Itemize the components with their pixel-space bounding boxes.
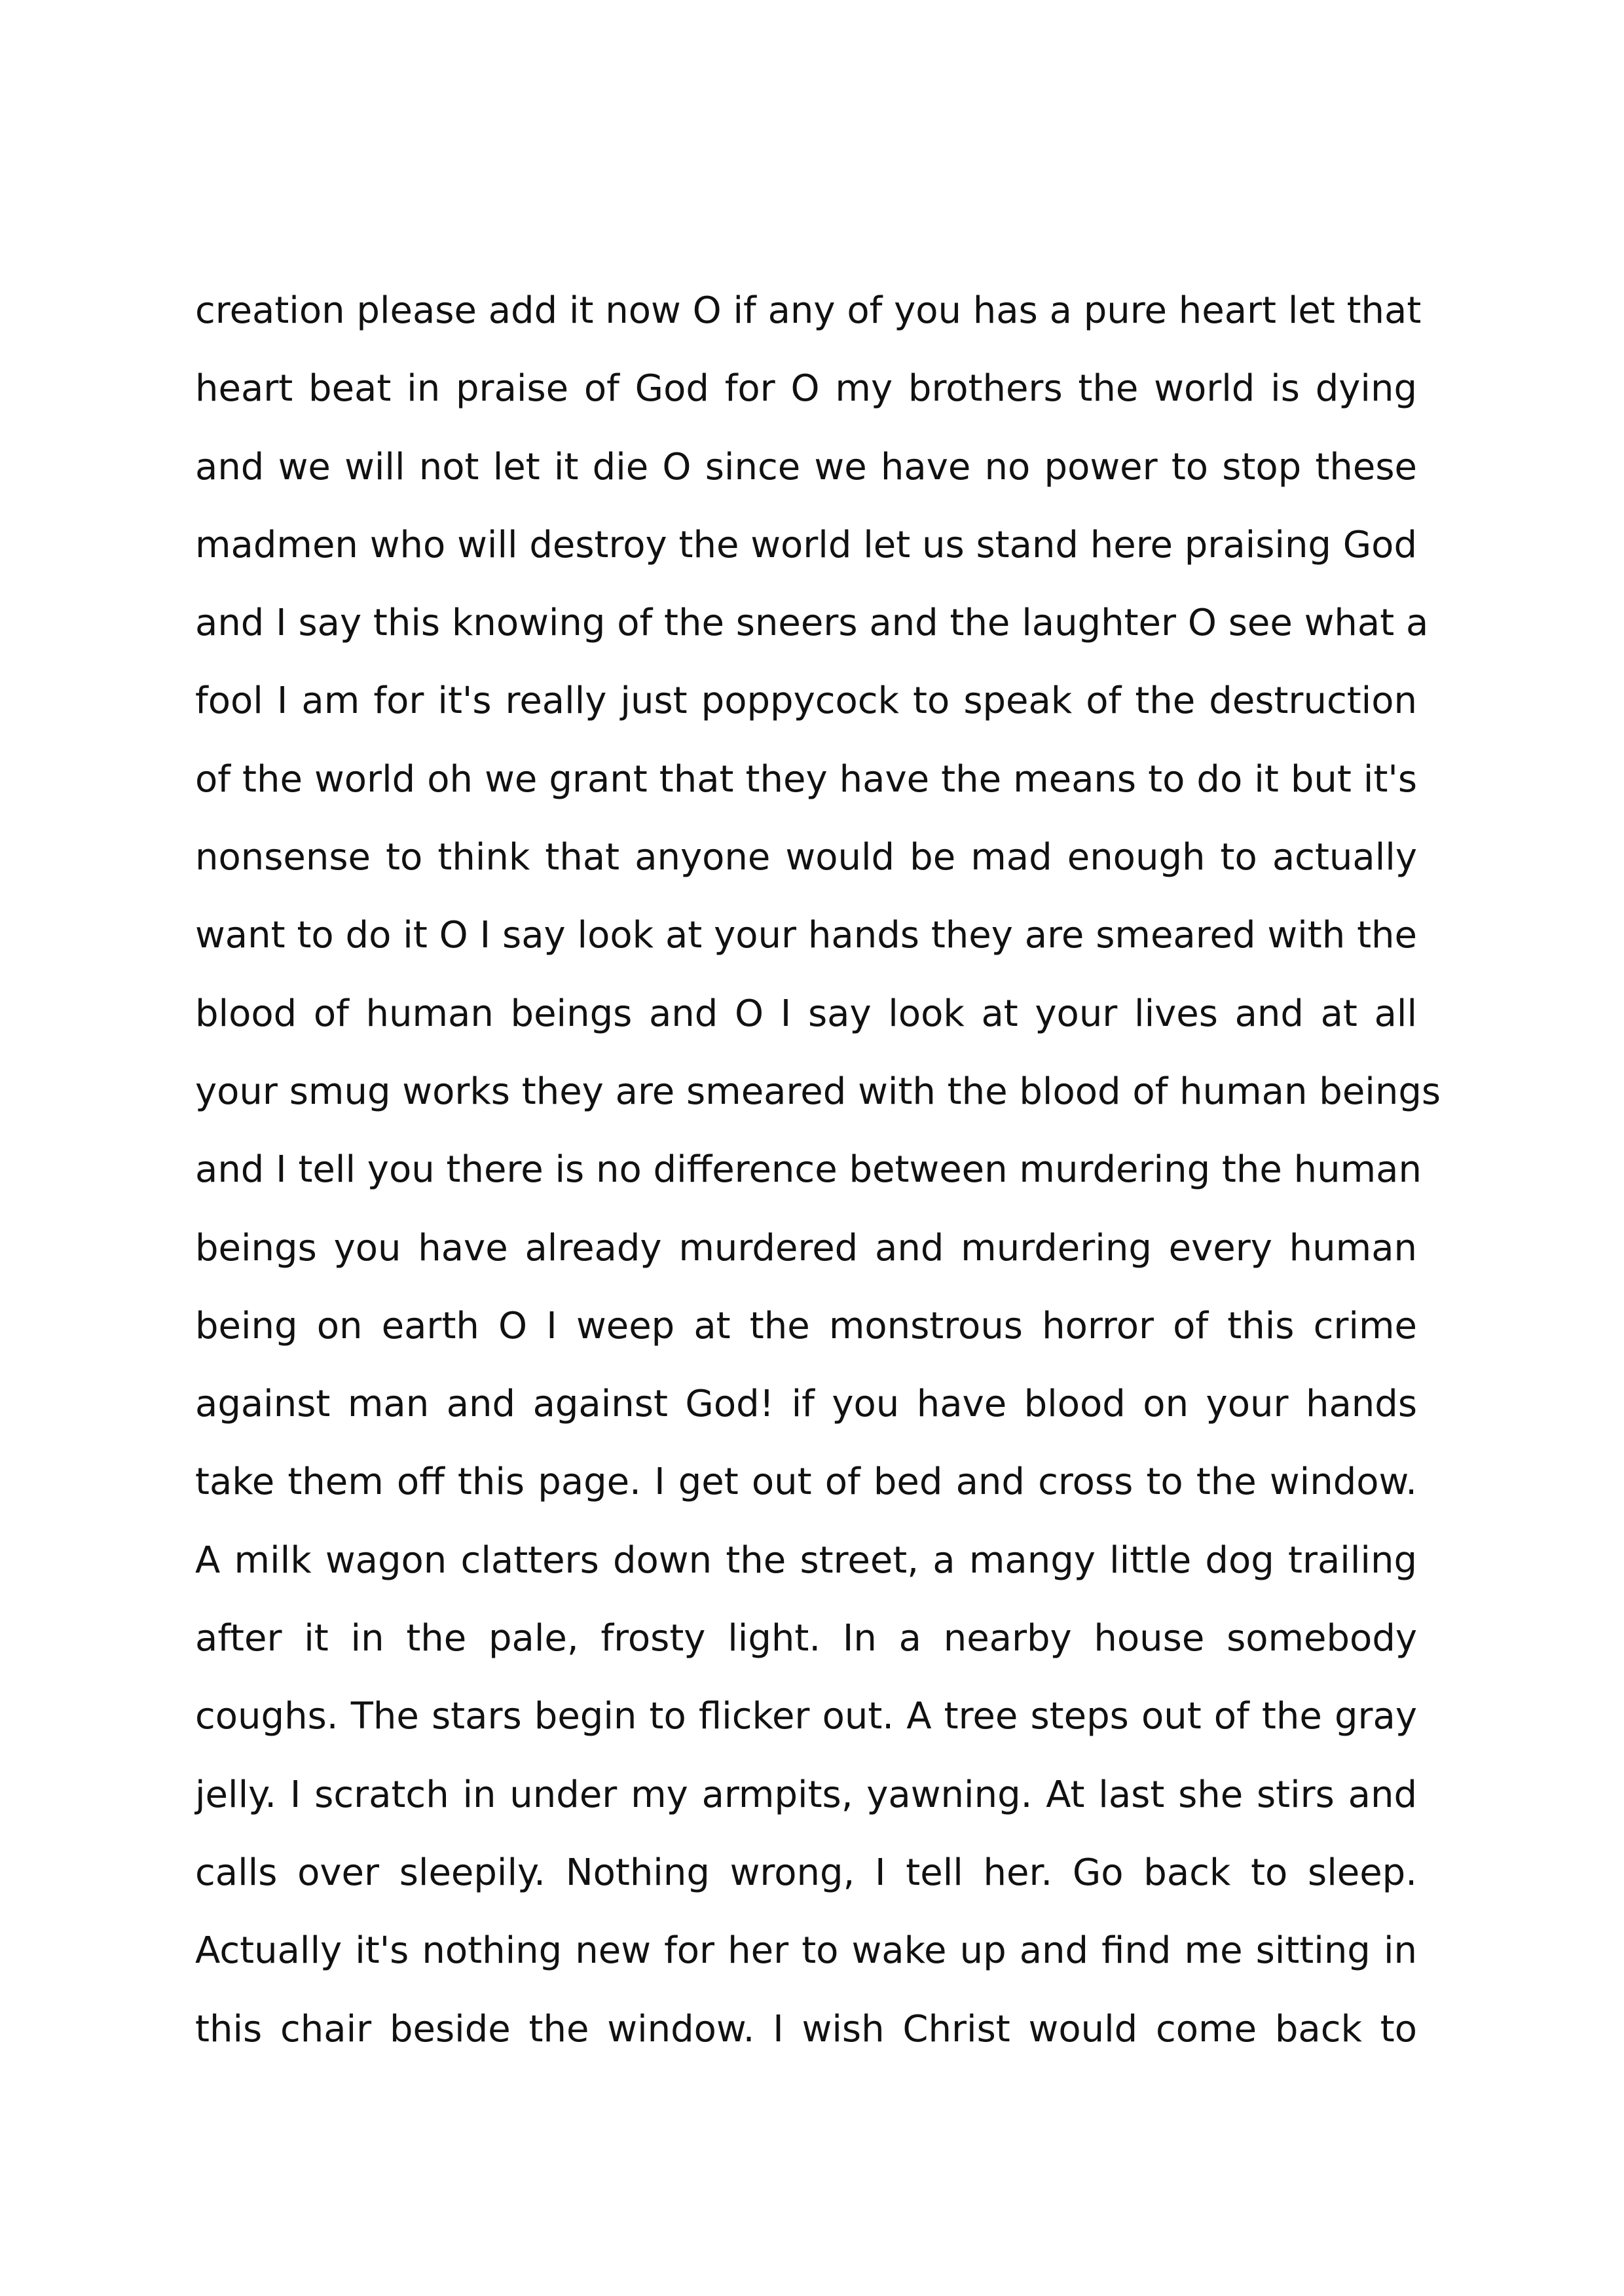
text-line-6: fool I am for it's really just poppycock to speak of the destruction <box>195 680 1417 723</box>
text-line-19: coughs. The stars begin to flicker out. A tree steps out of the gray <box>195 1695 1417 1738</box>
text-line-9: want to do it O I say look at your hands they are smeared with the <box>195 914 1417 957</box>
text-line-16: take them off this page. I get out of bed and cross to the window. <box>195 1461 1417 1504</box>
text-line-13: beings you have already murdered and murdering every human <box>195 1226 1417 1269</box>
text-line-7: of the world oh we grant that they have the means to do it but it's <box>195 757 1417 801</box>
text-line-1: creation please add it now O if any of you has a pure heart let that <box>195 289 1422 332</box>
text-line-23: this chair beside the window. I wish Christ would come back to <box>195 2007 1417 2050</box>
text-line-10: blood of human beings and O I say look at your lives and at all <box>195 992 1417 1035</box>
text-line-17: A milk wagon clatters down the street, a mangy little dog trailing <box>195 1539 1417 1582</box>
text-line-22: Actually it's nothing new for her to wake up and find me sitting in <box>195 1929 1417 1973</box>
text-line-21: calls over sleepily. Nothing wrong, I tell her. Go back to sleep. <box>195 1851 1417 1894</box>
text-line-3: and we will not let it die O since we have no power to stop these <box>195 445 1417 488</box>
body-text <box>195 272 1441 2068</box>
text-line-2: heart beat in praise of God for O my brothers the world is dying <box>195 367 1417 410</box>
text-line-18: after it in the pale, frosty light. In a nearby house somebody <box>195 1617 1417 1660</box>
text-line-20: jelly. I scratch in under my armpits, yawning. At last she stirs and <box>195 1773 1417 1816</box>
text-line-14: being on earth O I weep at the monstrous horror of this crime <box>195 1304 1417 1347</box>
text-line-12: and I tell you there is no difference between murdering the human <box>195 1148 1422 1192</box>
text-line-5: and I say this knowing of the sneers and the laughter O see what a <box>195 602 1429 645</box>
text-line-8: nonsense to think that anyone would be mad enough to actually <box>195 836 1417 879</box>
text-line-4: madmen who will destroy the world let us stand here praising God <box>195 523 1417 566</box>
text-line-11: your smug works they are smeared with the blood of human beings <box>195 1070 1441 1113</box>
text-line-15: against man and against God! if you have blood on your hands <box>195 1383 1417 1426</box>
